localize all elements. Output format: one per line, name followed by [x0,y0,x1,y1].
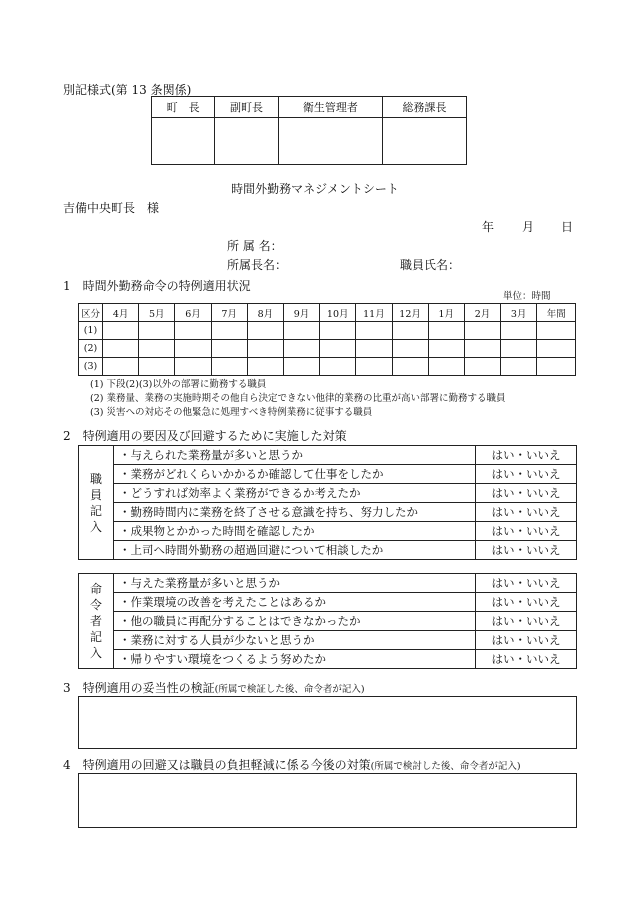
column-header-month: 7月 [211,304,247,322]
checklist-question: ・どうすれば効率よく業務ができるか考えたか [114,484,476,503]
employee-entry-label-char: 入 [89,519,102,534]
commander-entry-label-char: 入 [89,646,102,660]
column-header-month: 年間 [537,304,576,322]
employee-entry-label-char: 職 [89,471,102,486]
category-note-1: (1) 下段(2)(3)以外の部署に勤務する職員 [90,379,267,390]
yes-no-answer[interactable]: はい・いいえ [476,541,577,560]
section4-title: 4 特例適用の回避又は職員の負担軽減に係る今後の対策 [63,758,371,772]
department-head-label: 所属長名： [227,258,288,272]
hours-cell[interactable] [103,358,139,376]
hours-cell[interactable] [175,358,211,376]
hours-cell[interactable] [103,322,139,340]
monthly-overtime-table [78,303,576,376]
checklist-row [79,631,577,650]
checklist-row [79,541,577,560]
checklist-row [79,650,577,669]
page-title: 時間外勤務マネジメントシート [231,182,399,196]
table-row [79,340,576,358]
hours-cell[interactable] [356,358,392,376]
yes-no-answer[interactable]: はい・いいえ [476,612,577,631]
checklist-row [79,522,577,541]
column-header-month: 11月 [356,304,392,322]
hours-cell[interactable] [537,340,576,358]
column-header-month: 5月 [139,304,175,322]
checklist-question: ・作業環境の改善を考えたことはあるか [114,593,476,612]
approval-header-general-affairs-chief: 総務課長 [383,97,467,118]
hours-cell[interactable] [356,340,392,358]
column-header-month: 2月 [464,304,500,322]
section2-heading: 2 特例適用の要因及び回避するために実施した対策 [63,429,347,443]
approval-cell[interactable] [215,118,278,165]
category-note-2: (2) 業務量、業務の実施時期その他自ら決定できない他律的業務の比重が高い部署に勤務する職員 [90,393,506,404]
column-header-month: 6月 [175,304,211,322]
row-category-label: (3) [79,358,103,376]
hours-cell[interactable] [428,322,464,340]
hours-cell[interactable] [211,322,247,340]
hours-cell[interactable] [283,358,319,376]
section3-heading [63,681,365,696]
hours-cell[interactable] [464,340,500,358]
hours-cell[interactable] [537,358,576,376]
column-header-month: 3月 [501,304,537,322]
hours-cell[interactable] [247,340,283,358]
column-header-month: 1月 [428,304,464,322]
hours-cell[interactable] [501,358,537,376]
row-category-label: (1) [79,322,103,340]
yes-no-answer[interactable]: はい・いいえ [476,574,577,593]
future-measures-box[interactable] [78,773,577,828]
column-header-month: 10月 [320,304,356,322]
section4-heading [63,758,521,773]
hours-cell[interactable] [320,358,356,376]
table-row [79,358,576,376]
column-header-category: 区分 [79,304,103,322]
yes-no-answer[interactable]: はい・いいえ [476,503,577,522]
checklist-question: ・業務に対する人員が少ないと思うか [114,631,476,650]
hours-cell[interactable] [464,358,500,376]
checklist-row [79,503,577,522]
hours-cell[interactable] [392,340,428,358]
checklist-question: ・帰りやすい環境をつくるよう努めたか [114,650,476,669]
checklist-question: ・他の職員に再配分することはできなかったか [114,612,476,631]
checklist-row [79,446,577,465]
hours-cell[interactable] [392,358,428,376]
checklist-question: ・与えた業務量が多いと思うか [114,574,476,593]
hours-cell[interactable] [175,322,211,340]
section1-heading: 1 時間外勤務命令の特例適用状況 [63,279,251,293]
employee-entry-label-char: 記 [89,503,102,518]
approval-cell[interactable] [152,118,215,165]
approval-cell[interactable] [383,118,467,165]
date-month-label: 月 [522,220,535,234]
checklist-row [79,612,577,631]
hours-cell[interactable] [428,358,464,376]
hours-cell[interactable] [211,340,247,358]
department-name-label: 所 属 名： [227,239,283,253]
employee-entry-label-char: 員 [89,487,102,502]
table-row [79,322,576,340]
checklist-question: ・業務がどれくらいかかるか確認して仕事をしたか [114,465,476,484]
commander-entry-label [79,574,114,669]
commander-entry-label-char: 命 [89,582,102,596]
column-header-month: 9月 [283,304,319,322]
date-year-label: 年 [482,220,495,234]
section3-title: 3 特例適用の妥当性の検証 [63,681,215,695]
hours-cell[interactable] [283,340,319,358]
approval-header-mayor: 町 長 [152,97,215,118]
checklist-question: ・成果物とかかった時間を確認したか [114,522,476,541]
hours-cell[interactable] [320,322,356,340]
yes-no-answer[interactable]: はい・いいえ [476,593,577,612]
yes-no-answer[interactable]: はい・いいえ [476,465,577,484]
hours-cell[interactable] [428,340,464,358]
hours-cell[interactable] [211,358,247,376]
checklist-question: ・勤務時間内に業務を終了させる意識を持ち、努力したか [114,503,476,522]
commander-entry-label-char: 令 [89,598,102,612]
hours-cell[interactable] [103,340,139,358]
checklist-row [79,574,577,593]
approval-stamp-table [151,96,467,165]
employee-entry-label [79,446,114,560]
addressee: 吉備中央町長 様 [63,201,160,215]
hours-cell[interactable] [175,340,211,358]
employee-checklist [78,445,577,560]
validity-verification-box[interactable] [78,696,577,749]
yes-no-answer[interactable]: はい・いいえ [476,446,577,465]
hours-cell[interactable] [464,322,500,340]
date-day-label: 日 [561,220,574,234]
hours-cell[interactable] [501,322,537,340]
hours-cell[interactable] [537,322,576,340]
hours-cell[interactable] [283,322,319,340]
column-header-month: 4月 [103,304,139,322]
checklist-question: ・上司へ時間外勤務の超過回避について相談したか [114,541,476,560]
hours-cell[interactable] [247,358,283,376]
section4-note: (所属で検討した後、命令者が記入) [370,761,521,772]
checklist-row [79,593,577,612]
yes-no-answer[interactable]: はい・いいえ [476,631,577,650]
yes-no-answer[interactable]: はい・いいえ [476,522,577,541]
commander-entry-label-char: 者 [89,614,102,628]
hours-cell[interactable] [356,322,392,340]
row-category-label: (2) [79,340,103,358]
employee-name-label: 職員氏名： [400,258,461,272]
approval-header-deputy-mayor: 副町長 [215,97,278,118]
hours-cell[interactable] [247,322,283,340]
hours-cell[interactable] [139,358,175,376]
section3-note: (所属で検証した後、命令者が記入) [214,684,365,695]
category-note-3: (3) 災害への対応その他緊急に処理すべき特例業務に従事する職員 [90,407,373,418]
yes-no-answer[interactable]: はい・いいえ [476,650,577,669]
hours-cell[interactable] [139,340,175,358]
column-header-month: 8月 [247,304,283,322]
unit-label: 単位：時間 [503,291,551,302]
commander-checklist [78,573,577,669]
yes-no-answer[interactable]: はい・いいえ [476,484,577,503]
checklist-row [79,484,577,503]
hours-cell[interactable] [139,322,175,340]
hours-cell[interactable] [501,340,537,358]
hours-cell[interactable] [320,340,356,358]
checklist-row [79,465,577,484]
column-header-month: 12月 [392,304,428,322]
checklist-question: ・与えられた業務量が多いと思うか [114,446,476,465]
approval-cell[interactable] [278,118,382,165]
approval-header-health-manager: 衛生管理者 [278,97,382,118]
commander-entry-label-char: 記 [89,630,102,644]
form-label: 別記様式(第 13 条関係) [63,83,192,97]
hours-cell[interactable] [392,322,428,340]
